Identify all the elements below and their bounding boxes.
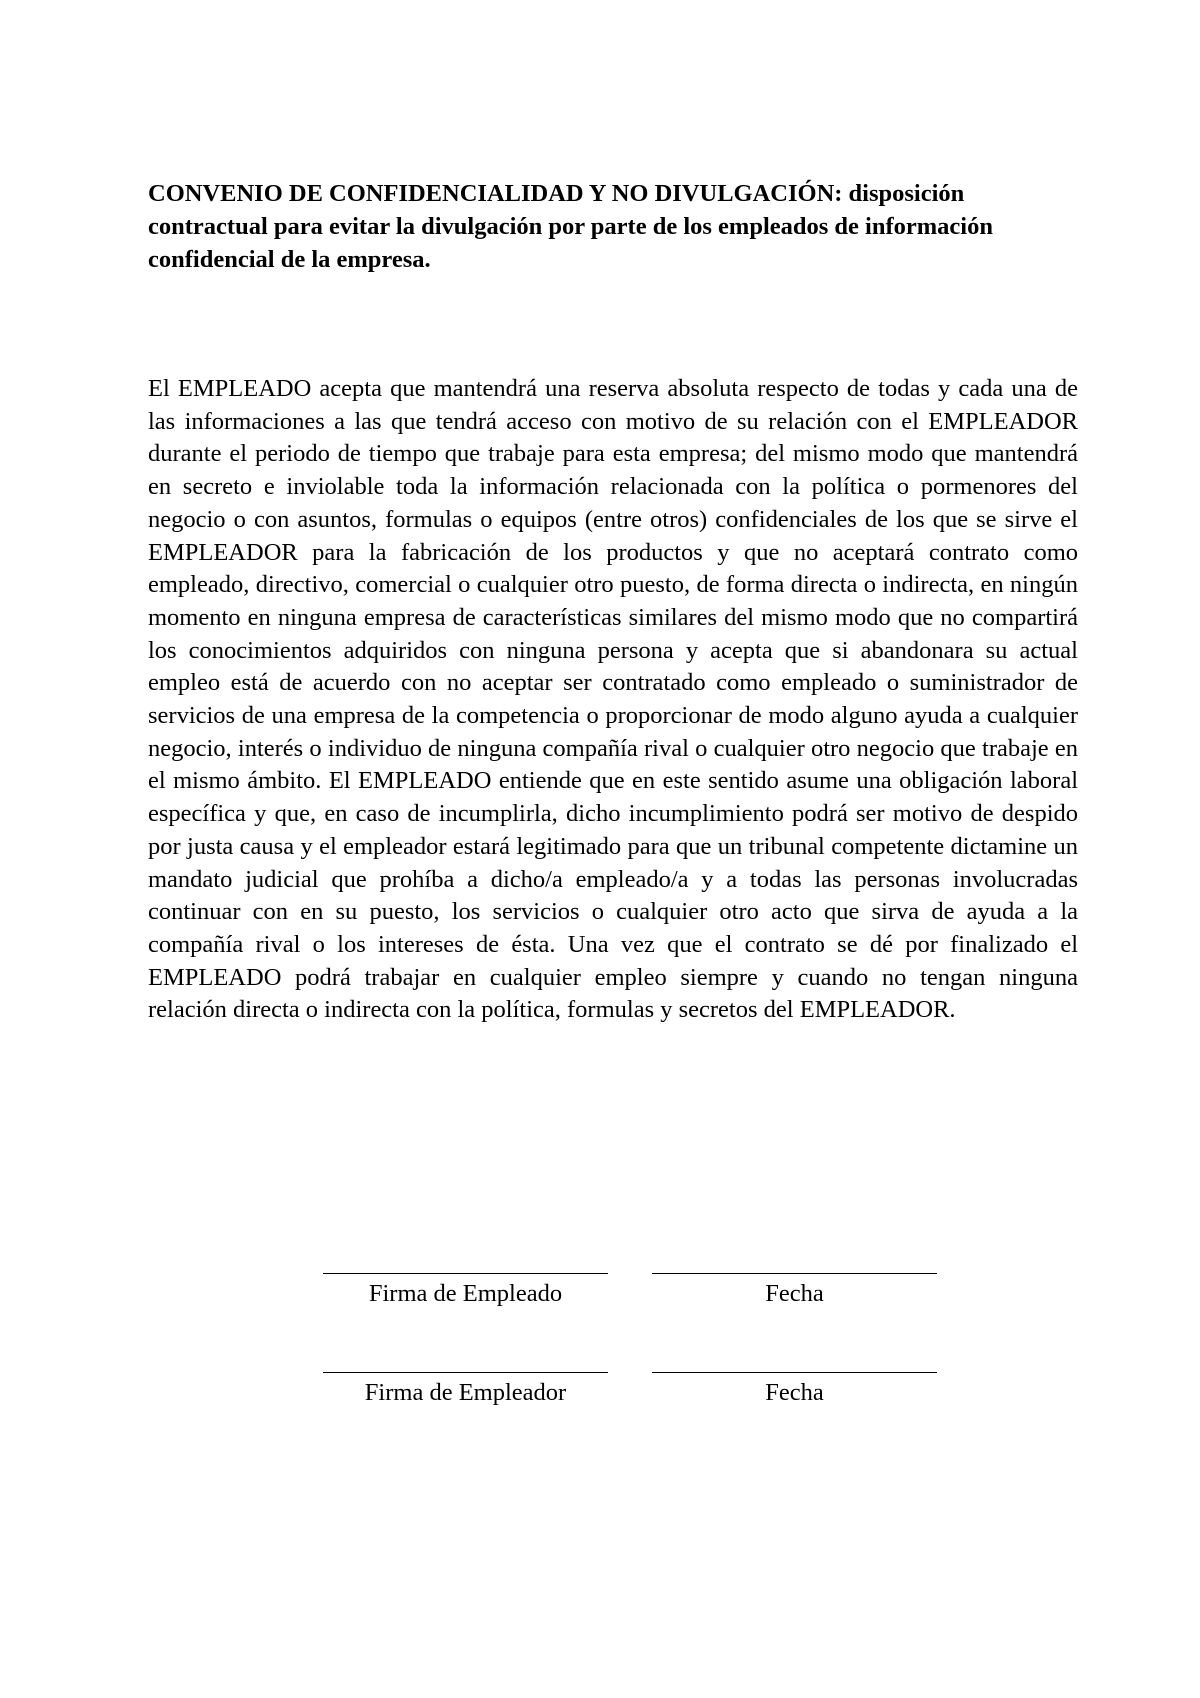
employee-signature-block [323,1273,608,1308]
confidentiality-clause: El EMPLEADO acepta que mantendrá una reserva absoluta respecto de todas y cada una de las informaciones a las que tendrá acceso con motivo de su relación con el EMPLEADOR durante el periodo de tiempo que trabaje para esta empresa; del mismo modo que mantendrá en secreto e inviolable toda la información relacionada con la política o pormenores del negocio o con asuntos, formulas o equipos (entre otros) confidenciales de los que se sirve el EMPLEADOR para la fabricación de los productos y que no aceptará contrato como empleado, directivo, comercial o cualquier otro puesto, de forma directa o indirecta, en ningún momento en ninguna empresa de características similares del mismo modo que no compartirá los conocimientos adquiridos con ninguna persona y acepta que si abandonara su actual empleo está de acuerdo con no aceptar ser contratado como empleado o suministrador de servicios de una empresa de la competencia o proporcionar de modo alguno ayuda a cualquier negocio, interés o individuo de ninguna compañía rival o cualquier otro negocio que trabaje en el mismo ámbito. El EMPLEADO entiende que en este sentido asume una obligación laboral específica y que, en caso de incumplirla, dicho incumplimiento podrá ser motivo de despido por justa causa y el empleador estará legitimado para que un tribunal competente dictamine un mandato judicial que prohíba a dicho/a empleado/a y a todas las personas involucradas continuar con en su puesto, los servicios o cualquier otro acto que sirva de ayuda a la compañía rival o los intereses de ésta. Una vez que el contrato se dé por finalizado el EMPLEADO podrá trabajar en cualquier empleo siempre y cuando no tengan ninguna relación directa o indirecta con la política, formulas y secretos del EMPLEADOR. [148,375,1078,1024]
employer-signature-label: Firma de Empleador [364,1379,567,1406]
document-title: CONVENIO DE CONFIDENCIALIDAD Y NO DIVULGACIÓN: disposición contractual para evitar la divulgación por parte de los empleados de información confidencial de la empresa. [148,180,993,273]
employee-date-block [652,1273,937,1308]
employee-signature-line [323,1273,608,1274]
employer-signature-block [323,1372,608,1407]
employee-date-label: Fecha [765,1280,824,1307]
employee-date-line [652,1273,937,1274]
employer-date-line [652,1372,937,1373]
employer-date-block [652,1372,937,1407]
employer-date-label: Fecha [765,1379,824,1406]
employer-signature-line [323,1372,608,1373]
employee-signature-label: Firma de Empleado [368,1280,563,1307]
